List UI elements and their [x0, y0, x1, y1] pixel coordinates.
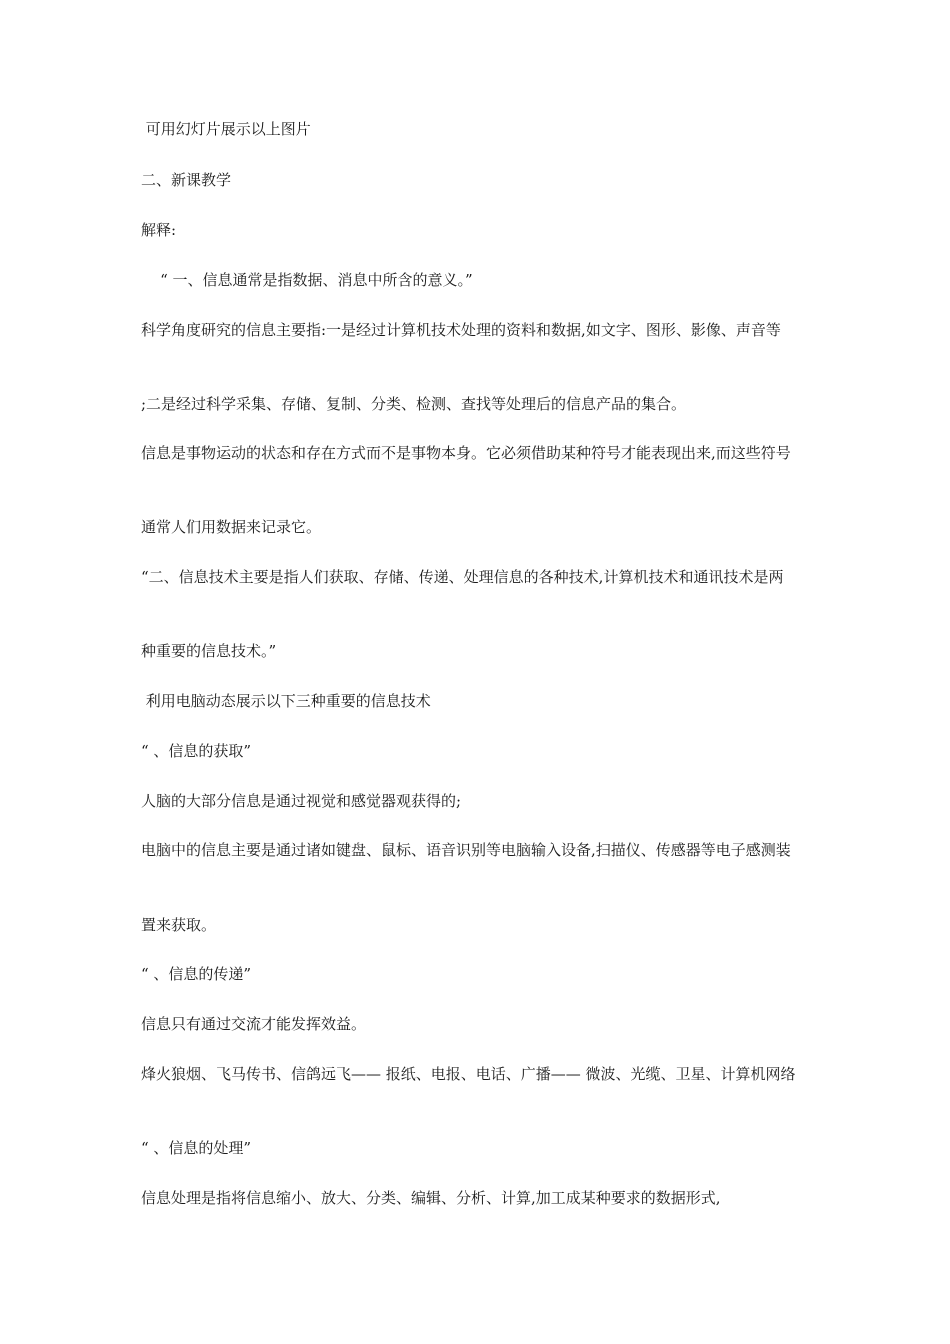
paragraph-human-brain: 人脑的大部分信息是通过视觉和感觉器观获得的; — [141, 792, 462, 810]
paragraph-explanation-label: 解释: — [141, 221, 177, 239]
paragraph-computer-demo: 利用电脑动态展示以下三种重要的信息技术 — [141, 692, 431, 710]
paragraph-scientific-meaning: 科学角度研究的信息主要指:一是经过计算机技术处理的资料和数据,如文字、图形、影像、声音等 — [141, 321, 781, 339]
section-heading-new-lesson: 二、新课教学 — [141, 171, 232, 189]
paragraph-information-state: 信息是事物运动的状态和存在方式而不是事物本身。它必须借助某种符号才能表现出来,而这些符号 — [141, 444, 791, 462]
subheading-acquisition: “ 、信息的获取” — [141, 742, 252, 760]
paragraph-definition-it: “二、信息技术主要是指人们获取、存储、传递、处理信息的各种技术,计算机技术和通讯技术是两 — [141, 568, 784, 586]
paragraph-computer-input: 电脑中的信息主要是通过诸如键盘、鼠标、语音识别等电脑输入设备,扫描仪、传感器等电子感测装 — [141, 841, 791, 859]
paragraph-communication: 信息只有通过交流才能发挥效益。 — [141, 1015, 367, 1033]
subheading-transmission: “ 、信息的传递” — [141, 965, 252, 983]
paragraph-definition-information: “ 一、信息通常是指数据、消息中所含的意义。” — [141, 271, 473, 289]
paragraph-data-record: 通常人们用数据来记录它。 — [141, 518, 322, 536]
paragraph-slide-note: 可用幻灯片展示以上图片 — [141, 120, 311, 138]
paragraph-transmission-history: 烽火狼烟、飞马传书、信鸽远飞—— 报纸、电报、电话、广播—— 微波、光缆、卫星、计算机网络 — [141, 1065, 796, 1083]
subheading-processing: “ 、信息的处理” — [141, 1139, 252, 1157]
paragraph-it-continued: 种重要的信息技术。” — [141, 642, 277, 660]
paragraph-processing-definition: 信息处理是指将信息缩小、放大、分类、编辑、分析、计算,加工成某种要求的数据形式, — [141, 1189, 721, 1207]
paragraph-second-meaning: ;二是经过科学采集、存储、复制、分类、检测、查找等处理后的信息产品的集合。 — [141, 395, 687, 413]
paragraph-acquire-continued: 置来获取。 — [141, 916, 217, 934]
